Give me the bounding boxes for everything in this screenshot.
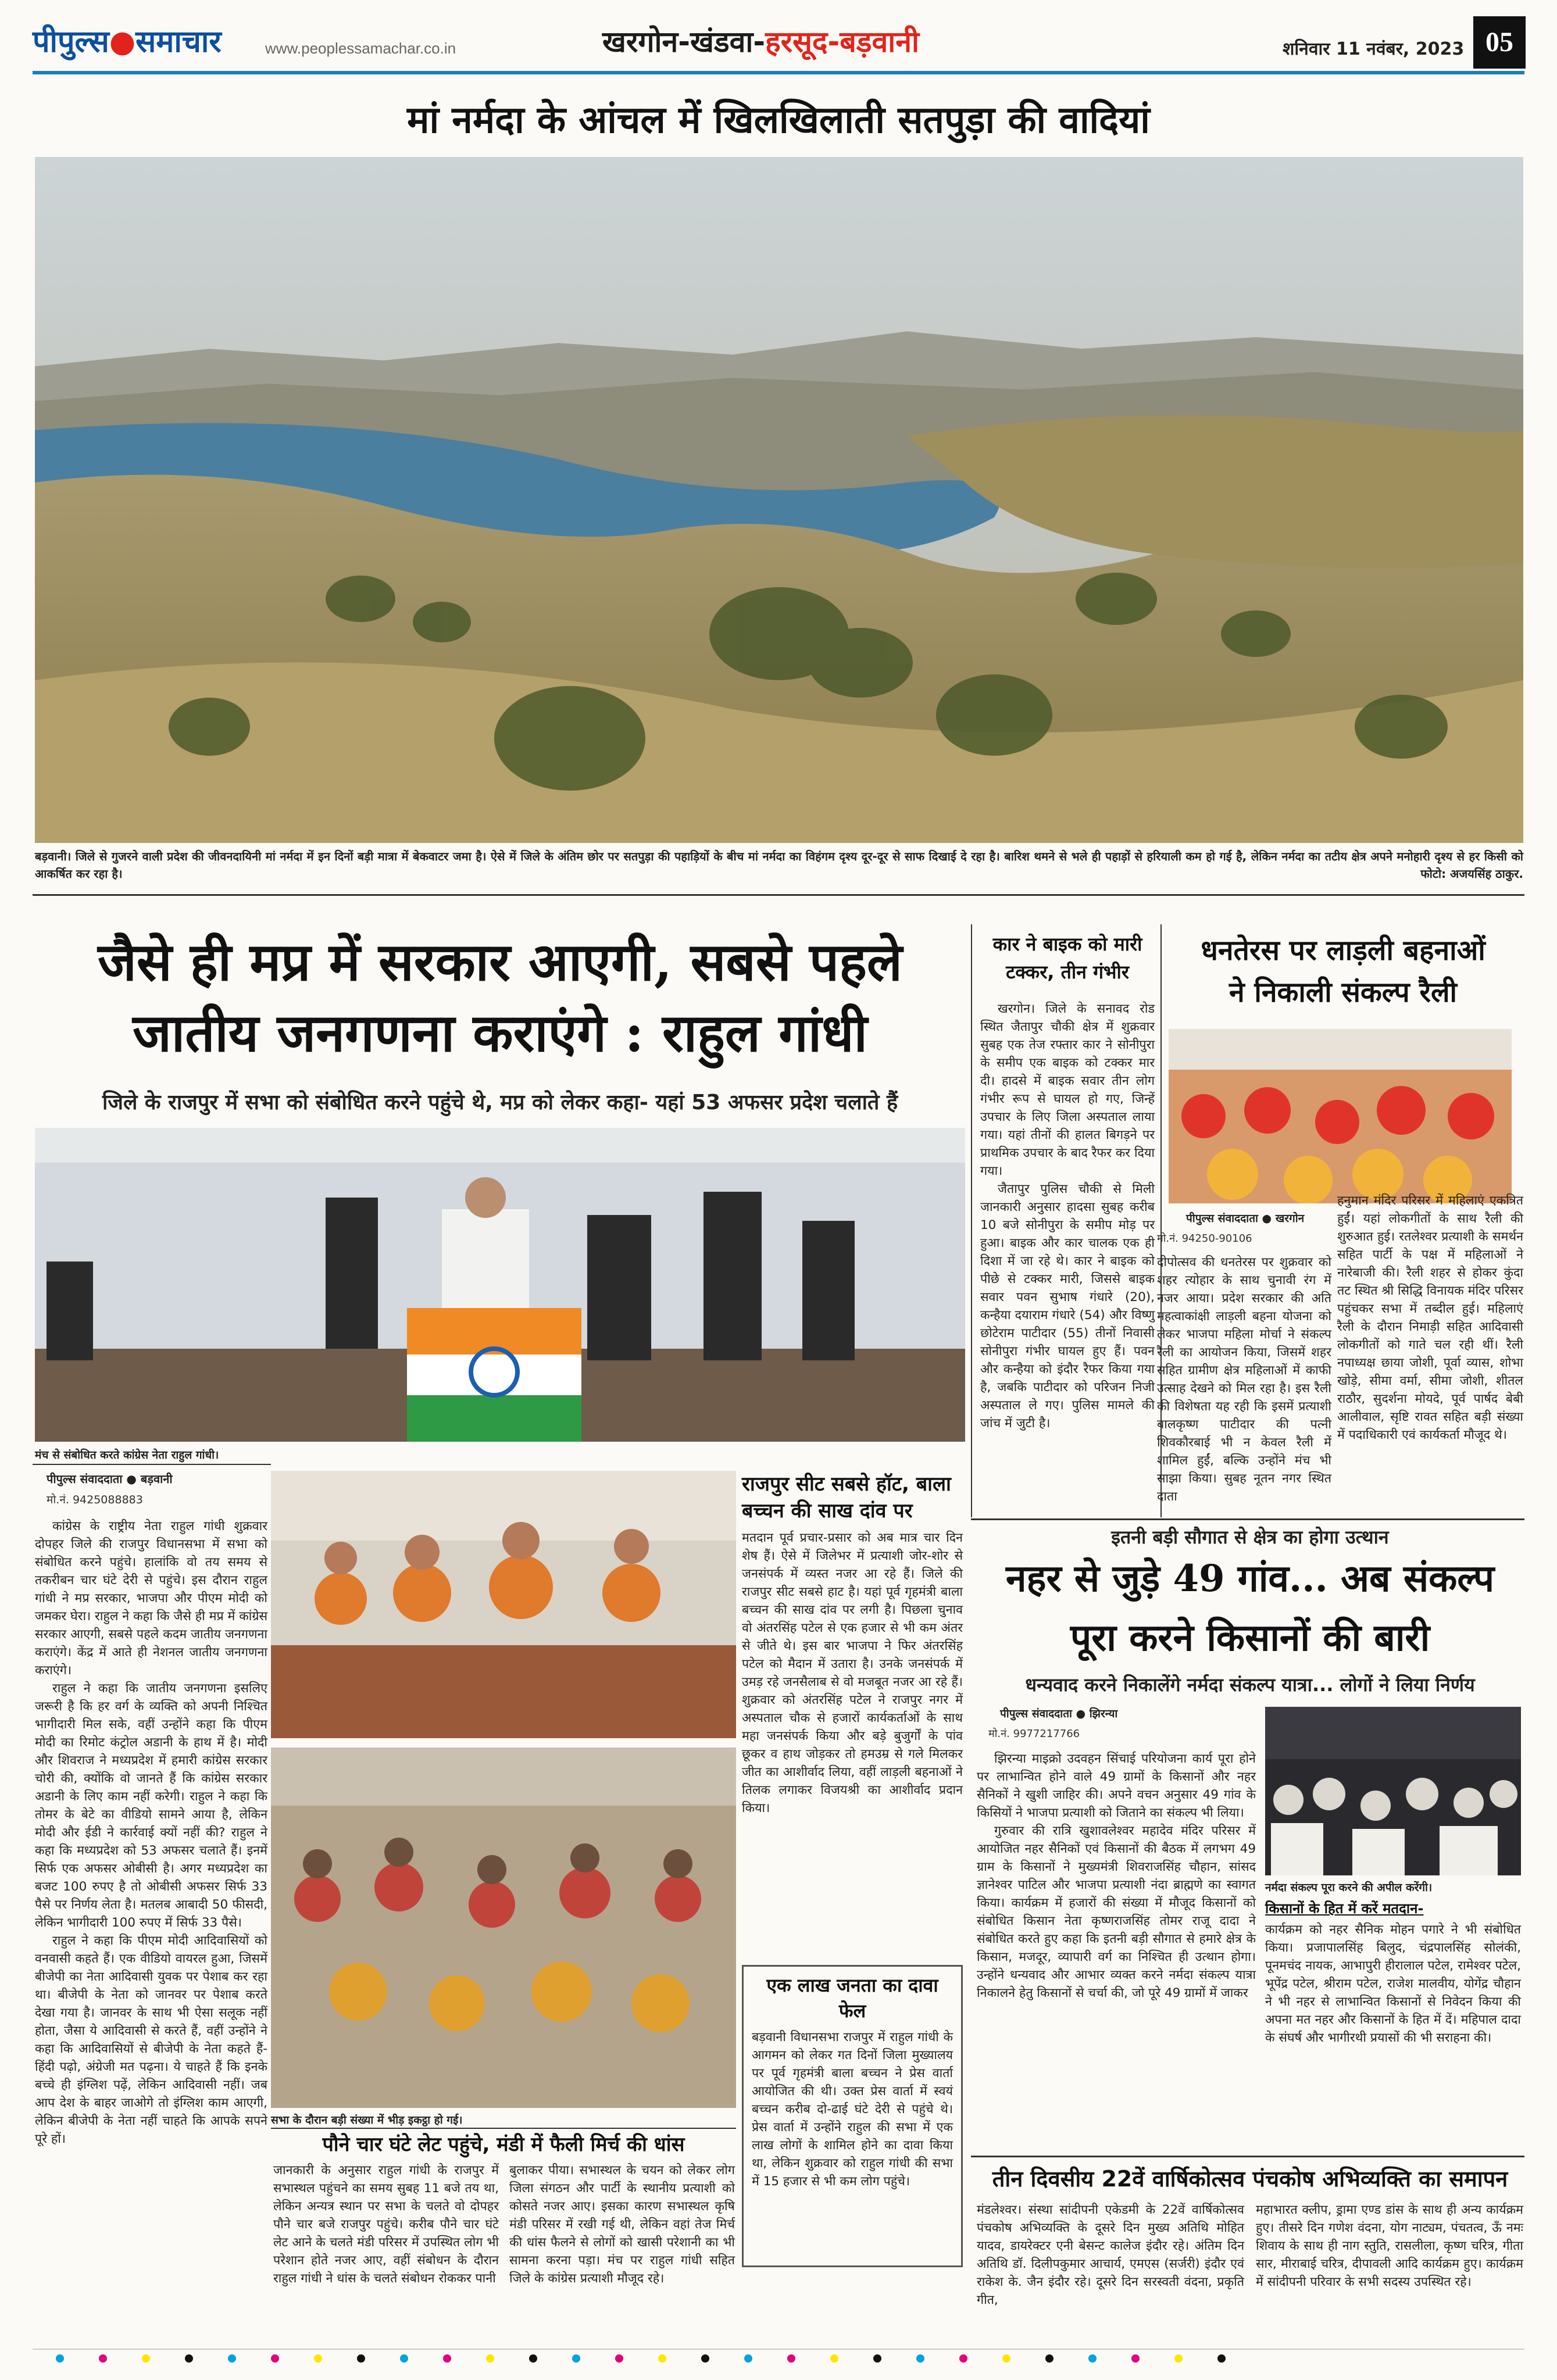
nahar-byline: पीपुल्स संवाददाता ● झिरन्या <box>1000 1707 1118 1720</box>
panchkosh-col1: मंडलेश्वर। संस्था सांदीपनी एकेडमी के 22वें वार्षिकोत्सव पंचकोष अभिव्यक्ति के दूसरे दिन मुख्य अतिथि मोहित यादव, डायरेक्टर एनी बेसन्ट कालेज इंदौर रहे। अंतिम दिन अतिथि डॉ. दिलीपकुमार आचार्य, एमएस (सर्जरी) इंदौर एवं राकेश के. जैन इंदौर रहे। दूसरे दिन सरस्वती वंदना, प्रकृति गीत, <box>977 2203 1244 2307</box>
newspaper-logo[interactable]: पीपुल्स●समाचार <box>33 24 222 59</box>
nahar-body: झिरन्या माइक्रो उदवहन सिंचाई परियोजना कार्य पूरा होने पर लाभान्वित होने वाले 49 ग्रामों के किसानों और नहर सैनिकों ने खुशी जाहिर की। अपने वचन अनुसार 49 गांव के किसियों ने भाजपा प्रत्याशी को जिताने का संकल्प भी लिया। गुरुवार की रात्रि खुशावलेश्वर महादेव मंदिर परिसर में आयोजित नहर सैनिकों एवं किसानों की बैठक में लगभग 49 ग्राम के किसानों ने मुख्यमंत्री शिवराजसिंह चौहान, सांसद ज्ञानेश्वर पाटिल और भाजपा प्रत्याशी नंदा ब्राह्मणे का स्वागत किया। कार्यक्रम में हजारों की संख्या में मौजूद किसानों को संबोधित किसान नेता कृष्णराजसिंह तोमर राजू दादा ने संबोधित करते हुए कहा कि इतनी बड़ी सौगात से हमारे क्षेत्र के किसान, मजदूर, व्यापारी वर्ग का निश्चित ही उत्थान होगा। उन्होंने धन्यवाद और आभार व्यक्त करने नर्मदा संकल्प यात्रा निकालने हेतु किसानों से चर्चा की, जो पूरे 49 ग्रामों में जाकर <box>977 1752 1256 2000</box>
section-title: खरगोन-खंडवा-हरसूद-बड़वानी <box>602 25 919 59</box>
late-arrival-col1: जानकारी के अनुसार राहुल गांधी के राजपुर में सभास्थल पहुंचने का समय सुबह 11 बजे तय था, लेकिन अन्यत्र स्थान पर सभा के चलते वो दोपहर पौने चार बजे राजपुर पहुंचे। करीब पौने चार घंटे लेट आने के चलते मंडी परिसर में उपस्थित लोग भी परेशान होते नजर आए, वहीं संबोधन के दौरान राहुल गांधी ने धांस के चलते संबोधन रोककर पानी <box>273 2163 499 2286</box>
issue-date: शनिवार 11 नवंबर, 2023 <box>1283 39 1465 59</box>
ladli-byline: पीपुल्स संवाददाता ● खरगोन <box>1186 1212 1305 1225</box>
rally-garland-photo <box>271 1471 736 1738</box>
print-registration-strip <box>33 2349 1524 2366</box>
rahul-stage-photo <box>35 1128 965 1442</box>
rahul-reporter-mobile: मो.नं. 9425088883 <box>47 1493 143 1506</box>
ladli-headline-line1: धनतेरस पर लाड़ली बहनाओं <box>1201 934 1485 967</box>
accident-body: खरगोन। जिले के सनावद रोड स्थित जैतापुर चौकी क्षेत्र में शुक्रवार सुबह एक तेज रफ्तार कार ने सोनीपुरा के समीप एक बाइक को टक्कर मार दी। हादसे में बाइक सवार तीन लोग गंभीर रूप से घायल हो गए, जिन्हें उपचार के लिए जिला अस्पताल लाया गया। यहां तीनों की हालत बिगड़ने पर प्राथमिक उपचार के बाद रैफर कर दिया गया। जैतापुर पुलिस चौकी से मिली जानकारी अनुसार हादसा सुबह करीब 10 बजे सोनीपुरा के समीप मोड़ पर हुआ। बाइक और कार चालक एक ही दिशा में जा रहे थे। कार ने बाइक को पीछे से टक्कर मारी, जिससे बाइक सवार पवन सुभाष गंधारे (20), कन्हैया दयाराम गंधारे (54) और विष्णु छोटेराम पाटीदार (55) तीनों निवासी सोनीपुरा गंभीर घायल हुए हैं। पवन और कन्हैया को इंदौर रैफर किया गया है, जबकि पाटीदार को परिजन निजी अस्पताल ले गए। पुलिस मामले की जांच में जुटी है। <box>980 1002 1155 1431</box>
ladli-reporter-mobile: मो.नं. 94250-90106 <box>1157 1232 1252 1245</box>
website-url[interactable]: www.peoplessamachar.co.in <box>265 40 456 57</box>
panchkosh-headline: तीन दिवसीय 22वें वार्षिकोत्सव पंचकोष अभिव्यक्ति का समापन <box>992 2166 1508 2192</box>
nahar-side-body: कार्यक्रम को नहर सैनिक मोहन पगारे ने भी संबोधित किया। प्रजापालसिंह बिलुद, चंद्रपालसिंह सोलंकी, पूनमचंद नायक, आभापुरी हीरालाल पटेल, रामेश्वर पटेल, भूपेंद्र पटेल, श्रीराम पटेल, राजेश मालवीय, योगेंद्र चौहान ने भी नहर से लाभान्वित किसानों से निवेदन किया की अपना मत नहर और किसानों के हित में दें। महिपाल दादा के संघर्ष और भागीरथी प्रयासों की भी सराहना की। <box>1265 1922 1521 2045</box>
divider <box>971 2156 1524 2157</box>
divider <box>33 894 1524 896</box>
ladli-headline-line2: ने निकाली संकल्प रैली <box>1229 976 1457 1009</box>
divider <box>971 924 972 1517</box>
nahar-photo-caption: नर्मदा संकल्प पूरा करने की अपील करेंगी। <box>1265 1881 1433 1894</box>
nahar-headline-line1: नहर से जुड़े 49 गांव... अब संकल्प <box>1005 1557 1495 1600</box>
late-arrival-headline: पौने चार घंटे लेट पहुंचे, मंडी में फैली मिर्च की धांस <box>322 2133 685 2156</box>
page-number: 05 <box>1473 16 1526 69</box>
claim-box-body: बड़वानी विधानसभा राजपुर में राहुल गांधी के आगमन को लेकर गत दिनों जिला मुख्यालय पर पूर्व गृहमंत्री बाला बच्चन ने प्रेस वार्ता आयोजित की थी। उक्त प्रेस वार्ता में स्वयं बच्चन करीब दो-ढाई घंटे देरी से पहुंचे थे। प्रेस वार्ता में उन्होंने राहुल की सभा में एक लाख लोगों के शामिल होने का दावा किया था, लेकिन शुक्रवार को राहुल गांधी की सभा में 15 हजार से भी कम लोग पहुंचे। <box>752 2030 953 2189</box>
divider <box>271 2128 736 2129</box>
lead-headline: मां नर्मदा के आंचल में खिलखिलाती सतपुड़ा की वादियां <box>407 98 1150 142</box>
crowd-photo-caption: सभा के दौरान बड़ी संख्या में भीड़ इकट्ठा हो गई। <box>271 2114 463 2127</box>
panchkosh-col2: महाभारत क्लीप, ड्रामा एण्ड डांस के साथ ही अन्य कार्यक्रम हुए। तीसरे दिन गणेश वंदना, योग नाट्यम, पंचतत्व, ऊँ नमः शिवाय के साथ ही नाग स्तुति, रासलीला, कृष्ण चरित्र, गीता सार, मीराबाई चरित्र, दीपावली आदि कार्यक्रम हुए। कार्यक्रम में सांदीपनी परिवार के सभी सदस्य उपस्थित रहे। <box>1256 2203 1523 2289</box>
nahar-headline-line2: पूरा करने किसानों की बारी <box>1070 1616 1430 1660</box>
rahul-deck: जिले के राजपुर में सभा को संबोधित करने पहुंचे थे, मप्र को लेकर कहा- यहां 53 अफसर प्रदेश चलाते हैं <box>102 1091 898 1114</box>
masthead <box>33 16 1524 74</box>
claim-box-headline: एक लाख जनता का दावा फेल <box>766 1974 938 2022</box>
rahul-headline-line2: जातीय जनगणना कराएंगे : राहुल गांधी <box>133 1002 867 1064</box>
landscape-photo <box>35 157 1523 843</box>
photo-credit: फोटो: अजयसिंह ठाकुर. <box>1420 867 1523 881</box>
claim-box <box>742 1965 963 2267</box>
rajpur-headline: राजपुर सीट सबसे हॉट, बाला बच्चन की साख दांव पर <box>742 1473 951 1523</box>
accident-headline: कार ने बाइक को मारी टक्कर, तीन गंभीर <box>992 933 1142 983</box>
rally-crowd-photo <box>271 1748 736 2108</box>
ladli-col2: हनुमान मंदिर परिसर में महिलाएं एकत्रित हुईं। यहां लोकगीतों के साथ रैली की शुरुआत हुई। रतलेश्वर प्रत्याशी के समर्थन सहित पार्टी के पक्ष में महिलाओं ने नारेबाजी की। रैली शहर से होकर कुंदा तट स्थित श्री सिद्धि विनायक मंदिर परिसर पहुंचकर सभा में तब्दील हुई। महिलाएं रैली के दौरान निमाड़ी सहित आदिवासी लोकगीतों को गाते चल रही थीं। रैली नपाध्यक्ष छाया जोशी, पूर्वा व्यास, शोभा खोड़े, सीमा वर्मा, सीमा जोशी, शीतल राठौर, सुदर्शना मोयदे, पूर्व पार्षद बेबी आलीवाल, सृष्टि रावत सहित बड़ी संख्या में पदाधिकारी एवं कार्यकर्ता मौजूद थे। <box>1337 1193 1523 1442</box>
late-arrival-col2: बुलाकर पीया। सभास्थल के चयन को लेकर लोग जिला संगठन और पार्टी के स्थानीय प्रत्याशी को कोसते नजर आए। इसका कारण सभास्थल कृषि मंडी परिसर में रखी गई थी, लेकिन वहां तेज मिर्च की धांस फैलने से लोगों को खासी परेशानी का भी सामना करना पड़ा। मंच पर राहुल गांधी सहित जिले के कांग्रेस प्रत्याशी मौजूद रहे। <box>509 2163 735 2286</box>
nahar-kicker: इतनी बड़ी सौगात से क्षेत्र का होगा उत्थान <box>1111 1526 1389 1548</box>
rahul-photo-caption: मंच से संबोधित करते कांग्रेस नेता राहुल गांधी। <box>35 1449 219 1461</box>
landscape-caption: बड़वानी। जिले से गुजरने वाली प्रदेश की जीवनदायिनी मां नर्मदा में इन दिनों बड़ी मात्रा में बेकवाटर जमा है। ऐसे में जिले के अंतिम छोर पर सतपुड़ा की पहाड़ियों के बीच मां नर्मदा का विहंगम दृश्य दूर-दूर से साफ दिखाई दे रहा है। बारिश थमने से भले ही पहाड़ों से हरियाली कम हो गई है, लेकिन नर्मदा का तटीय क्षेत्र अपने मनोहारी दृश्य से हर किसी को आकर्षित कर रहा है। फोटो: अजयसिंह ठाकुर. <box>35 848 1523 882</box>
divider <box>33 1464 271 1465</box>
divider <box>971 1518 1524 1520</box>
rahul-byline: पीपुल्स संवाददाता ● बड़वानी <box>47 1472 173 1486</box>
ladli-rally-photo <box>1169 1029 1512 1203</box>
nahar-side-headline: किसानों के हित में करें मतदान- <box>1265 1900 1424 1917</box>
nahar-meeting-photo <box>1265 1707 1521 1875</box>
rajpur-body: मतदान पूर्व प्रचार-प्रसार को अब मात्र चार दिन शेष हैं। ऐसे में जिलेभर में प्रत्याशी जोर-शोर से जनसंपर्क में व्यस्त नजर आ रहे हैं। जिले की राजपुर सीट सबसे हाट है। यहां पूर्व गृहमंत्री बाला बच्चन की साख दांव पर लगी है। पिछला चुनाव वो अंतरसिंह पटेल से एक हजार से भी कम अंतर से जीते थे। इस बार भाजपा ने फिर अंतरसिंह पटेल को मैदान में उतारा है। उनके जनसंपर्क में उमड़ रहे जनसैलाब से वो मजबूत नजर आ रहे हैं। शुक्रवार को अंतरसिंह पटेल ने राजपुर नगर में अस्पताल चौक से हजारों कार्यकर्ताओं के साथ महा जनसंपर्क किया और बड़े बुजुर्गों के पांव छूकर व हाथ जोड़कर तो हमउम्र से गले मिलकर जीत का आशीर्वाद लिया, वहीं लाड़ली बहनाओं ने तिलक लगाकर विजयश्री का आशीर्वाद प्रदान किया। <box>742 1531 963 1816</box>
rahul-story-body: कांग्रेस के राष्ट्रीय नेता राहुल गांधी शुक्रवार दोपहर जिले की राजपुर विधानसभा में सभा को संबोधित करने पहुंचे। हालांकि वो तय समय से तकरीबन चार घंटे देरी से पहुंचे। इस दौरान राहुल गांधी ने मप्र सरकार, भाजपा और पीएम मोदी को जमकर घेरा। राहुल ने कहा कि जैसे ही मप्र में कांग्रेस सरकार आएगी, सबसे पहले कदम जातीय जनगणना कराएंगे। केंद्र में आते ही नेशनल जातीय जनगणना कराएंगे। राहुल ने कहा कि जातीय जनगणना इसलिए जरूरी है कि हर वर्ग के व्यक्ति को अपनी निश्चित भागीदारी मिल सके, वहीं उन्होंने कहा कि पीएम मोदी का रिमोट कंट्रोल अडानी के हाथ में है। मोदी और शिवराज ने मध्यप्रदेश में हमारी कांग्रेस सरकार चोरी की, क्योंकि वो जानते हैं कि कांग्रेस सरकार अडानी के लिए काम नहीं करेगी। राहुल ने कहा कि तोमर के बेटे का वीडियो सामने आया है, लेकिन मोदी और ईडी ने कार्रवाई क्यों नहीं की? राहुल ने कहा कि मध्यप्रदेश को 53 अफसर चलाते हैं। इनमें सिर्फ एक अफसर ओबीसी है। अगर मध्यप्रदेश का बजट 100 रुपए है तो ओबीसी अफसर सिर्फ 33 पैसे पर निर्णय लेता है। मतलब आबादी 50 फीसदी, लेकिन भागीदारी 100 रुपए में सिर्फ 33 पैसे। राहुल ने कहा कि पीएम मोदी आदिवासियों को वनवासी कहते हैं। एक वीडियो वायरल हुआ, जिसमें बीजेपी का नेता आदिवासी युवक पर पेशाब कर रहा था। बीजेपी के नेता को जानवर पर पेशाब करते देखा गया है। जानवर के साथ भी ऐसा सलूक नहीं होता, जैसा ये आदिवासी से करते हैं, वहीं उन्होंने ने कहा कि आदिवासियों से बीजेपी के नेता कहते हैं- हिंदी पढ़ो, अंग्रेजी मत पढ़ना। ये चाहते हैं कि इनके बच्चे ही इंग्लिश पढ़ें, लेकिन आदिवासी नहीं। जब आप देश के बाहर जाओगे तो इंग्लिश काम आएगी, लेकिन बीजेपी के नेता नहीं चाहते कि आपके सपने पूरे हों। <box>35 1519 267 2146</box>
rahul-headline-line1: जैसे ही मप्र में सरकार आएगी, सबसे पहले <box>98 931 902 993</box>
ladli-col1: दीपोत्सव की धनतेरस पर शुक्रवार को शहर त्योहार के साथ चुनावी रंग में नजर आया। प्रदेश सरकार की अति महत्वाकांक्षी लाड़ली बहना योजना को लेकर भाजपा महिला मोर्चा ने संकल्प रैली का आयोजन किया, जिसमें शहर सहित ग्रामीण क्षेत्र महिलाओं में काफी उत्साह देखने को मिल रहा है। इस रैली की विशेषता यह रही कि इसमें प्रत्याशी बालकृष्ण पाटीदार की पत्नी शिवकौरबाई भी न केवल रैली में शामिल हुईं, बल्कि उन्होंने मंच भी साझा किया। सुबह नूतन नगर स्थित दाता <box>1157 1255 1331 1504</box>
nahar-reporter-mobile: मो.नं. 9977217766 <box>988 1728 1080 1740</box>
nahar-deck: धन्यवाद करने निकालेंगे नर्मदा संकल्प यात्रा... लोगों ने लिया निर्णय <box>1025 1674 1475 1696</box>
